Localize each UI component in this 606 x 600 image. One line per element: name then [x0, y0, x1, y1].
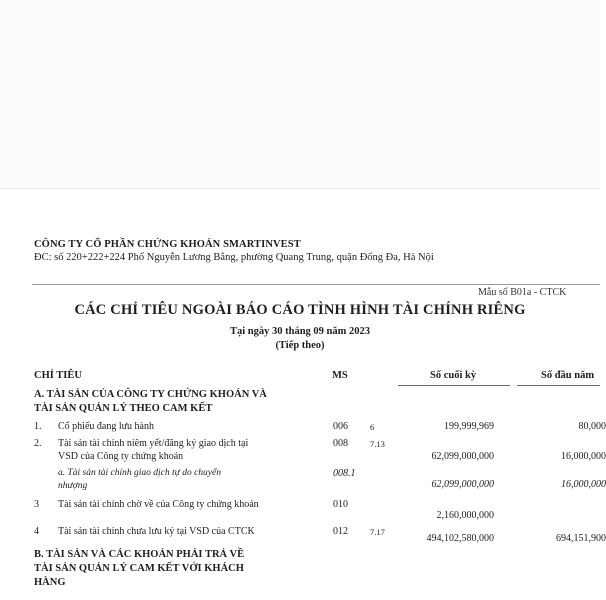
row-begin-value: 16,000,000 — [561, 479, 606, 490]
header-rule — [32, 284, 600, 285]
company-address: ĐC: số 220+222+224 Phố Nguyễn Lương Bằng, phường Quang Trung, quận Đống Đa, Hà Nội — [34, 252, 434, 263]
row-begin-value: 694,151,900 — [556, 533, 606, 544]
row-end-value: 494,102,580,000 — [426, 533, 494, 544]
row-begin-value: 16,000,000 — [561, 451, 606, 462]
section-b-line-1: B. TÀI SẢN VÀ CÁC KHOẢN PHẢI TRẢ VỀ — [34, 549, 245, 560]
document-page — [0, 189, 606, 600]
row-number: 3 — [34, 499, 39, 510]
row-ms: 006 — [333, 421, 348, 432]
column-header-ms: MS — [332, 370, 348, 381]
form-code: Mẫu số B01a - CTCK — [478, 287, 567, 298]
report-title: CÁC CHỈ TIÊU NGOÀI BÁO CÁO TÌNH HÌNH TÀI CHÍNH RIÊNG — [74, 302, 526, 318]
section-a-line-2: TÀI SẢN QUẢN LÝ THEO CAM KẾT — [34, 403, 213, 414]
page-gap — [0, 0, 600, 188]
section-b-heading — [34, 548, 244, 590]
row-label — [58, 437, 248, 463]
row-label: Tài sản tài chính chờ về của Công ty chứng khoán — [58, 499, 259, 510]
row-note: 7.17 — [370, 527, 385, 537]
report-date: Tại ngày 30 tháng 09 năm 2023 — [229, 326, 371, 337]
row-end-value: 62,099,000,000 — [431, 479, 494, 490]
column-underline-end — [398, 385, 510, 386]
row-begin-value: 80,000 — [578, 421, 606, 432]
row-ms: 008 — [333, 438, 348, 449]
row-end-value: 2,160,000,000 — [436, 510, 494, 521]
row-label-line-2: VSD của Công ty chứng khoán — [58, 451, 184, 462]
column-header-chi-tieu: CHỈ TIÊU — [34, 370, 82, 381]
section-a-heading — [34, 388, 267, 416]
row-note: 6 — [370, 422, 375, 432]
company-name: CÔNG TY CỔ PHẦN CHỨNG KHOÁN SMARTINVEST — [34, 239, 301, 250]
row-number: 1. — [34, 421, 42, 432]
continued-label: (Tiếp theo) — [275, 340, 325, 351]
row-label: Cổ phiếu đang lưu hành — [58, 421, 154, 432]
row-ms: 008.1 — [333, 468, 356, 479]
row-end-value: 199,999,969 — [444, 421, 494, 432]
row-ms: 012 — [333, 526, 348, 537]
column-underline-begin — [517, 385, 600, 386]
row-label: Tài sản tài chính chưa lưu ký tại VSD của CTCK — [58, 526, 255, 537]
row-ms: 010 — [333, 499, 348, 510]
row-label — [58, 467, 221, 493]
row-note: 7.13 — [370, 439, 385, 449]
column-header-begin-year: Số đầu năm — [541, 370, 595, 381]
section-a-line-1: A. TÀI SẢN CỦA CÔNG TY CHỨNG KHOÁN VÀ — [34, 389, 267, 400]
row-number: 4 — [34, 526, 39, 537]
row-end-value: 62,099,000,000 — [431, 451, 494, 462]
row-label-line-2: nhượng — [58, 481, 88, 491]
row-label-line-1: Tài sản tài chính niêm yết/đăng ký giao dịch tại — [58, 438, 249, 449]
section-b-line-3: HÀNG — [34, 577, 66, 588]
section-b-line-2: TÀI SẢN QUẢN LÝ CAM KẾT VỚI KHÁCH — [34, 563, 244, 574]
row-number: 2. — [34, 438, 42, 449]
column-header-end-period: Số cuối kỳ — [430, 370, 477, 381]
row-label-line-1: a. Tài sản tài chính giao dịch tự do chuyển — [58, 468, 221, 478]
